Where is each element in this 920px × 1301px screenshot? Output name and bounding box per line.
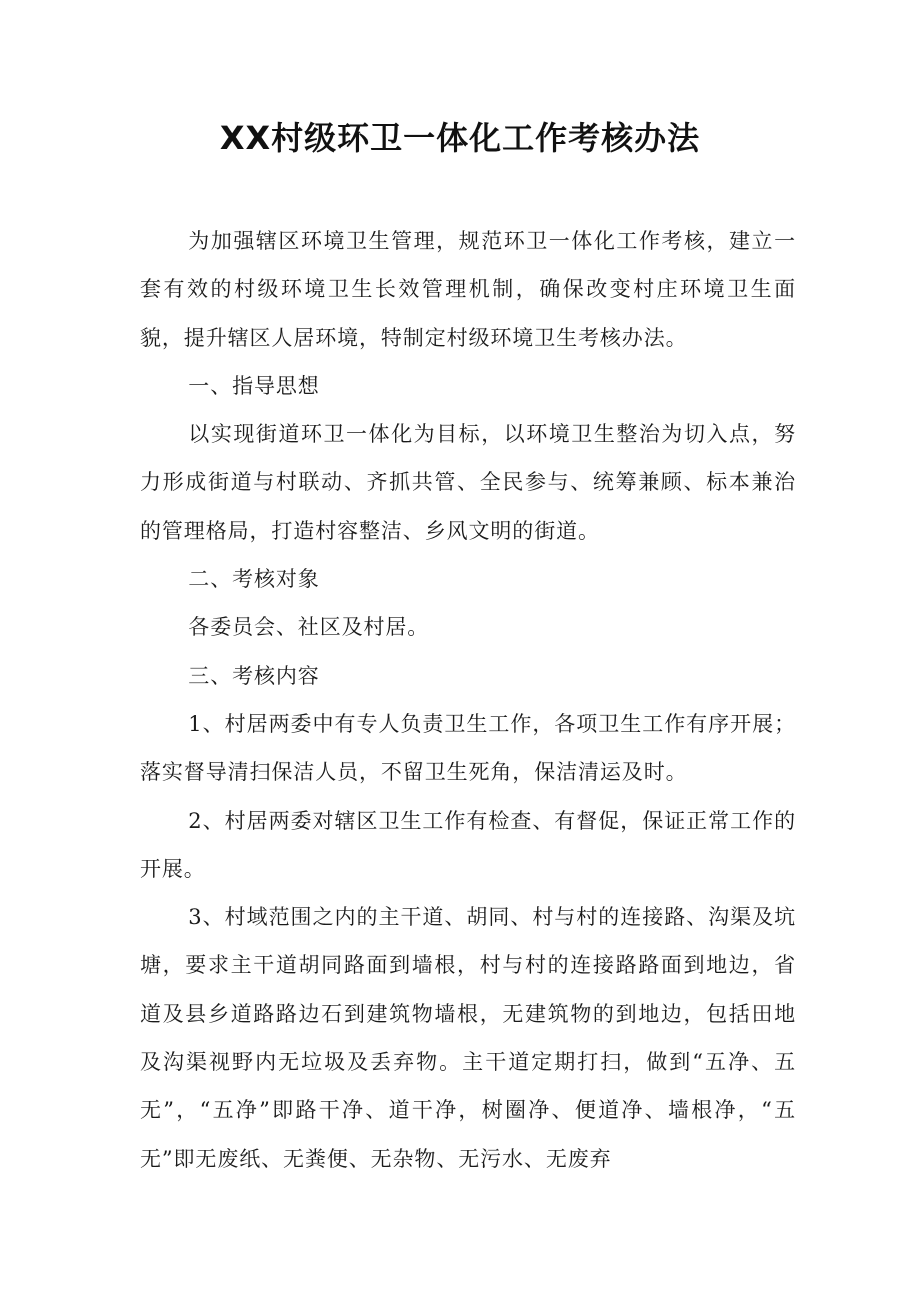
content-item-3: 3、村域范围之内的主干道、胡同、村与村的连接路、沟渠及坑塘，要求主干道胡同路面到墙根，村与村的连接路路面到地边，省道及县乡道路路边石到建筑物墙根，无建筑物的到地边，包括田地及沟渠视野内无垃圾及丢弃物。主干道定期打扫，做到“五净、五无”，“五净”即路干净、道干净，树圈净、便道净、墙根净，“五无”即无废纸、无粪便、无杂物、无污水、无废弃: [140, 905, 796, 1171]
section-heading-assessment-content: 三、考核内容: [188, 663, 320, 688]
document-title: XX村级环卫一体化工作考核办法: [219, 119, 701, 157]
content-item-2: 2、村居两委对辖区卫生工作有检查、有督促，保证正常工作的开展。: [140, 808, 796, 881]
section-heading-assessment-targets: 二、考核对象: [188, 567, 320, 592]
content-item-1: 1、村居两委中有专人负责卫生工作，各项卫生工作有序开展；落实督导清扫保洁人员，不留卫生死角，保洁清运及时。: [140, 711, 796, 785]
section-heading-guiding-ideology: 一、指导思想: [188, 373, 320, 398]
guiding-ideology-paragraph: 以实现街道环卫一体化为目标，以环境卫生整治为切入点，努力形成街道与村联动、齐抓共管、全民参与、统筹兼顾、标本兼治的管理格局，打造村容整洁、乡风文明的街道。: [140, 422, 796, 543]
assessment-targets-paragraph: 各委员会、社区及村居。: [188, 615, 430, 640]
intro-paragraph: 为加强辖区环境卫生管理，规范环卫一体化工作考核，建立一套有效的村级环境卫生长效管理机制，确保改变村庄环境卫生面貌，提升辖区人居环境，特制定村级环境卫生考核办法。: [140, 229, 796, 350]
document-body: [140, 217, 796, 1183]
